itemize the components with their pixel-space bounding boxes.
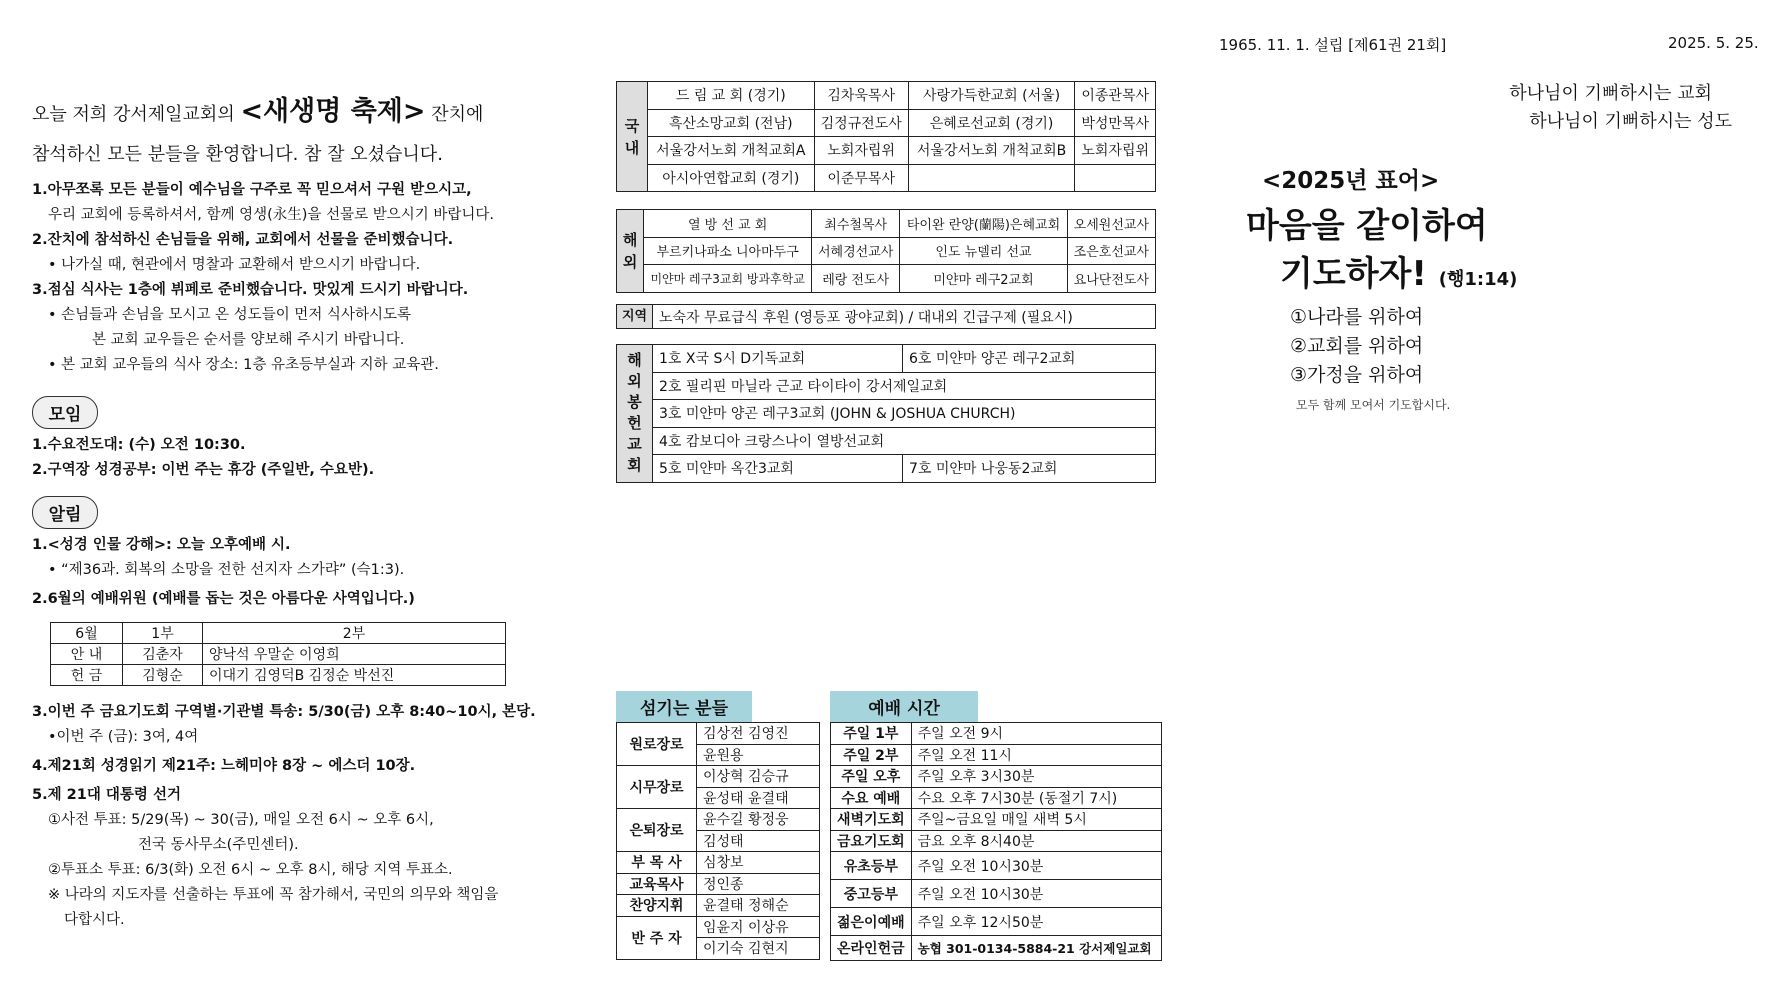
prayer-item: ①나라를 위하여 (1290, 306, 1424, 328)
names-cell: 이기숙 김현지 (697, 938, 820, 960)
table-cell: 주일 오전 9시 (911, 723, 1161, 745)
yearly-verse-title: <2025년 표어> (1262, 168, 1440, 194)
table-row (831, 852, 1162, 880)
table-row (617, 427, 1156, 455)
role-cell: 시무장로 (617, 766, 697, 809)
table-row (617, 109, 1156, 137)
notice-item: • 본 교회 교우들의 식사 장소: 1층 유초등부실과 지하 교육관. (48, 357, 439, 373)
table-row (831, 908, 1162, 936)
table-cell: 김정규전도사 (814, 109, 908, 137)
table-cell: 김차욱목사 (814, 82, 908, 110)
table-cell: 금요기도회 (831, 830, 912, 852)
table-cell: 주일 2부 (831, 744, 912, 766)
table-cell: 요나단전도사 (1067, 265, 1155, 293)
table-cell: 1호 X국 S시 D기독교회 (653, 345, 903, 373)
table-cell: 온라인헌금 (831, 936, 912, 961)
welcome-post: 잔치에 (425, 104, 484, 125)
notice-item: • 손님들과 손님을 모시고 온 성도들이 먼저 식사하시도록 (48, 307, 411, 323)
domestic-label: 국 내 (617, 82, 648, 192)
table-row (617, 766, 820, 788)
names-cell: 김성태 (697, 830, 820, 852)
table-cell: 주일 오후 (831, 766, 912, 788)
table-row (617, 873, 820, 895)
table-cell: 오세원선교사 (1067, 210, 1155, 238)
table-cell: 수요 예배 (831, 787, 912, 809)
table-cell: 6호 미얀마 양곤 레구2교회 (903, 345, 1156, 373)
table-cell: 사랑가득한교회 (서울) (908, 82, 1075, 110)
meeting-list (32, 433, 592, 483)
region-label: 지역 (617, 305, 653, 329)
notice-item: 3.점심 식사는 1층에 뷔페로 준비했습니다. 맛있게 드시기 바랍니다. (32, 282, 469, 298)
table-cell: 미얀마 레구2교회 (900, 265, 1067, 293)
motto-line2: 하나님이 기뻐하시는 성도 (1529, 111, 1732, 132)
table-row (617, 164, 1156, 192)
prayer-list (1290, 303, 1423, 390)
table-cell: 젊은이예배 (831, 908, 912, 936)
announce-item: 5.제 21대 대통령 선거 (32, 787, 181, 803)
table-row (617, 345, 1156, 373)
table-cell: 최수철목사 (811, 210, 899, 238)
table-cell: 타이완 란양(蘭陽)은혜교회 (900, 210, 1067, 238)
dedicated-churches-table (616, 344, 1156, 483)
notice-list (32, 178, 592, 378)
welcome-pre: 오늘 저희 강서제일교회의 (32, 104, 241, 125)
notice-item: • 나가실 때, 현관에서 명찰과 교환해서 받으시기 바랍니다. (48, 257, 421, 273)
overseas-label: 해 외 (617, 210, 644, 293)
announce-heading: 알림 (32, 496, 98, 529)
prayer-note: 모두 함께 모여서 기도합시다. (1296, 398, 1451, 412)
announce-item: 3.이번 주 금요기도회 구역별·기관별 특송: 5/30(금) 오후 8:40~10시, 본당. (32, 704, 536, 720)
table-cell: 주일~금요일 매일 새벽 5시 (911, 809, 1161, 831)
announce-item: ※ 나라의 지도자를 선출하는 투표에 꼭 참가해서, 국민의 의무와 책임을 (48, 887, 499, 903)
table-cell: 주일 오전 10시30분 (911, 852, 1161, 880)
notice-item: 우리 교회에 등록하셔서, 함께 영생(永生)을 선물로 받으시기 바랍니다. (48, 207, 494, 223)
table-row (831, 936, 1162, 961)
table-row (617, 82, 1156, 110)
june-servers-table (50, 622, 506, 686)
role-cell: 찬양지휘 (617, 895, 697, 917)
table-cell: 주일 오전 11시 (911, 744, 1161, 766)
overseas-missions-table (616, 209, 1156, 293)
meeting-item: 1.수요전도대: (수) 오전 10:30. (32, 437, 246, 453)
names-cell: 임윤지 이상유 (697, 916, 820, 938)
table-cell: 중고등부 (831, 880, 912, 908)
table-cell: 노회자립위 (814, 137, 908, 165)
role-cell: 은퇴장로 (617, 809, 697, 852)
table-row (831, 766, 1162, 788)
names-cell: 김상전 김영진 (697, 723, 820, 745)
table-cell: 양낙석 우말순 이영희 (203, 644, 506, 665)
names-cell: 윤성태 윤결태 (697, 787, 820, 809)
servants-heading: 섬기는 분들 (616, 691, 752, 722)
verse-ref: (행1:14) (1438, 269, 1518, 290)
announce-item: 다합시다. (64, 912, 125, 928)
table-cell: 4호 캄보디아 크랑스나이 열방선교회 (653, 427, 1156, 455)
table-row (617, 265, 1156, 293)
table-cell: 박성만목사 (1075, 109, 1156, 137)
meeting-item: 2.구역장 성경공부: 이번 주는 휴강 (주일반, 수요반). (32, 462, 375, 478)
table-row (617, 916, 820, 938)
prayer-item: ③가정을 위하여 (1290, 364, 1424, 386)
table-cell: 은혜로선교회 (경기) (908, 109, 1075, 137)
table-row (617, 723, 820, 745)
welcome-line2: 참석하신 모든 분들을 환영합니다. 참 잘 오셨습니다. (32, 144, 443, 165)
table-cell: 드 림 교 회 (경기) (648, 82, 815, 110)
worship-heading: 예배 시간 (830, 691, 978, 722)
table-cell: 3호 미얀마 양곤 레구3교회 (JOHN & JOSHUA CHURCH) (653, 400, 1156, 428)
names-cell: 이상혁 김승규 (697, 766, 820, 788)
table-cell: 헌 금 (51, 665, 123, 686)
table-cell: 2호 필리핀 마닐라 근교 타이타이 강서제일교회 (653, 372, 1156, 400)
table-row (51, 644, 506, 665)
role-cell: 반 주 자 (617, 916, 697, 959)
table-cell: 김춘자 (123, 644, 203, 665)
table-row (617, 210, 1156, 238)
table-cell: 열 방 선 교 회 (644, 210, 812, 238)
table-cell: 주일 1부 (831, 723, 912, 745)
announce-item: 전국 동사무소(주민센터). (138, 837, 299, 853)
table-row (831, 744, 1162, 766)
table-row (617, 372, 1156, 400)
role-cell: 원로장로 (617, 723, 697, 766)
table-cell: 서혜경선교사 (811, 237, 899, 265)
table-cell: 농협 301-0134-5884-21 강서제일교회 (911, 936, 1161, 961)
table-cell: 이준무목사 (814, 164, 908, 192)
motto-line1: 하나님이 기뻐하시는 교회 (1509, 83, 1712, 104)
names-cell: 심창보 (697, 852, 820, 874)
table-cell: 김형순 (123, 665, 203, 686)
table-cell: 주일 오전 10시30분 (911, 880, 1161, 908)
table-row (617, 809, 820, 831)
notice-item: 1.아무쪼록 모든 분들이 예수님을 구주로 꼭 믿으셔서 구원 받으시고, (32, 182, 472, 198)
table-cell: 미얀마 레구3교회 방과후학교 (644, 265, 812, 293)
table-cell: 조은호선교사 (1067, 237, 1155, 265)
role-cell: 부 목 사 (617, 852, 697, 874)
announce-item: • “제36과. 회복의 소망을 전한 선지자 스가랴” (슥1:3). (48, 562, 405, 578)
region-text: 노숙자 무료급식 후원 (영등포 광야교회) / 대내외 긴급구제 (필요시) (653, 305, 1156, 329)
table-cell (908, 164, 1075, 192)
table-row (617, 852, 820, 874)
announce-item: ①사전 투표: 5/29(목) ~ 30(금), 매일 오전 6시 ~ 오후 6시, (48, 812, 434, 828)
table-cell: 서울강서노회 개척교회B (908, 137, 1075, 165)
table-row (51, 665, 506, 686)
table-cell: 인도 뉴델리 선교 (900, 237, 1067, 265)
names-cell: 윤수길 황정웅 (697, 809, 820, 831)
bulletin-date: 2025. 5. 25. (1668, 34, 1759, 52)
notice-item: 본 교회 교우들은 순서를 양보해 주시기 바랍니다. (92, 332, 405, 348)
table-cell: 레랑 전도사 (811, 265, 899, 293)
founding-info: 1965. 11. 1. 설립 [제61권 21회] (1219, 36, 1447, 54)
regional-support-table (616, 304, 1156, 329)
table-cell: 주일 오후 12시50분 (911, 908, 1161, 936)
table-row (617, 305, 1156, 329)
verse-line1: 마음을 같이하여 (1246, 206, 1488, 246)
table-row (617, 895, 820, 917)
announce-item: 4.제21회 성경읽기 제21주: 느헤미야 8장 ~ 에스더 10장. (32, 758, 416, 774)
table-row (831, 880, 1162, 908)
table-cell: 서울강서노회 개척교회A (648, 137, 815, 165)
worship-times-table (830, 722, 1162, 961)
table-header: 1부 (123, 623, 203, 644)
dedicated-label: 해 외 봉 헌 교 회 (617, 345, 653, 483)
table-header: 2부 (203, 623, 506, 644)
table-row (617, 237, 1156, 265)
table-row (831, 787, 1162, 809)
table-cell: 주일 오후 3시30분 (911, 766, 1161, 788)
table-row (831, 723, 1162, 745)
table-row (831, 830, 1162, 852)
table-cell: 아시아연합교회 (경기) (648, 164, 815, 192)
table-cell (1075, 164, 1156, 192)
announce-item: •이번 주 (금): 3여, 4여 (48, 729, 199, 745)
meeting-heading: 모임 (32, 396, 98, 429)
table-cell: 수요 오후 7시30분 (동절기 7시) (911, 787, 1161, 809)
table-header: 6월 (51, 623, 123, 644)
verse-line2: 기도하자! (1280, 254, 1427, 294)
church-motto (1440, 80, 1732, 136)
notice-item: 2.잔치에 참석하신 손님들을 위해, 교회에서 선물을 준비했습니다. (32, 232, 454, 248)
table-cell: 흑산소망교회 (전남) (648, 109, 815, 137)
names-cell: 윤원용 (697, 744, 820, 766)
table-cell: 이종관목사 (1075, 82, 1156, 110)
names-cell: 윤결태 정해순 (697, 895, 820, 917)
table-row (831, 809, 1162, 831)
announce-list (32, 533, 592, 612)
announce-list-2 (32, 700, 602, 933)
table-row (51, 623, 506, 644)
table-row (617, 137, 1156, 165)
table-cell: 유초등부 (831, 852, 912, 880)
role-cell: 교육목사 (617, 873, 697, 895)
table-cell: 부르키나파소 니아마두구 (644, 237, 812, 265)
festival-title: <새생명 축제> (240, 96, 426, 127)
table-cell: 5호 미얀마 옥간3교회 (653, 455, 903, 483)
table-cell: 금요 오후 8시40분 (911, 830, 1161, 852)
announce-item: ②투표소 투표: 6/3(화) 오전 6시 ~ 오후 8시, 해당 지역 투표소. (48, 862, 453, 878)
announce-item: 2.6월의 예배위원 (예배를 돕는 것은 아름다운 사역입니다.) (32, 591, 415, 607)
servants-table (616, 722, 820, 960)
welcome-message (32, 92, 592, 175)
table-cell: 안 내 (51, 644, 123, 665)
domestic-missions-table (616, 81, 1156, 192)
table-row (617, 400, 1156, 428)
table-cell: 노회자립위 (1075, 137, 1156, 165)
announce-item: 1.<성경 인물 강해>: 오늘 오후예배 시. (32, 537, 291, 553)
prayer-item: ②교회를 위하여 (1290, 335, 1424, 357)
yearly-verse (1246, 202, 1546, 304)
table-cell: 이대기 김영덕B 김정순 박선진 (203, 665, 506, 686)
table-cell: 새벽기도회 (831, 809, 912, 831)
names-cell: 정인종 (697, 873, 820, 895)
table-cell: 7호 미얀마 나웅동2교회 (903, 455, 1156, 483)
table-row (617, 455, 1156, 483)
